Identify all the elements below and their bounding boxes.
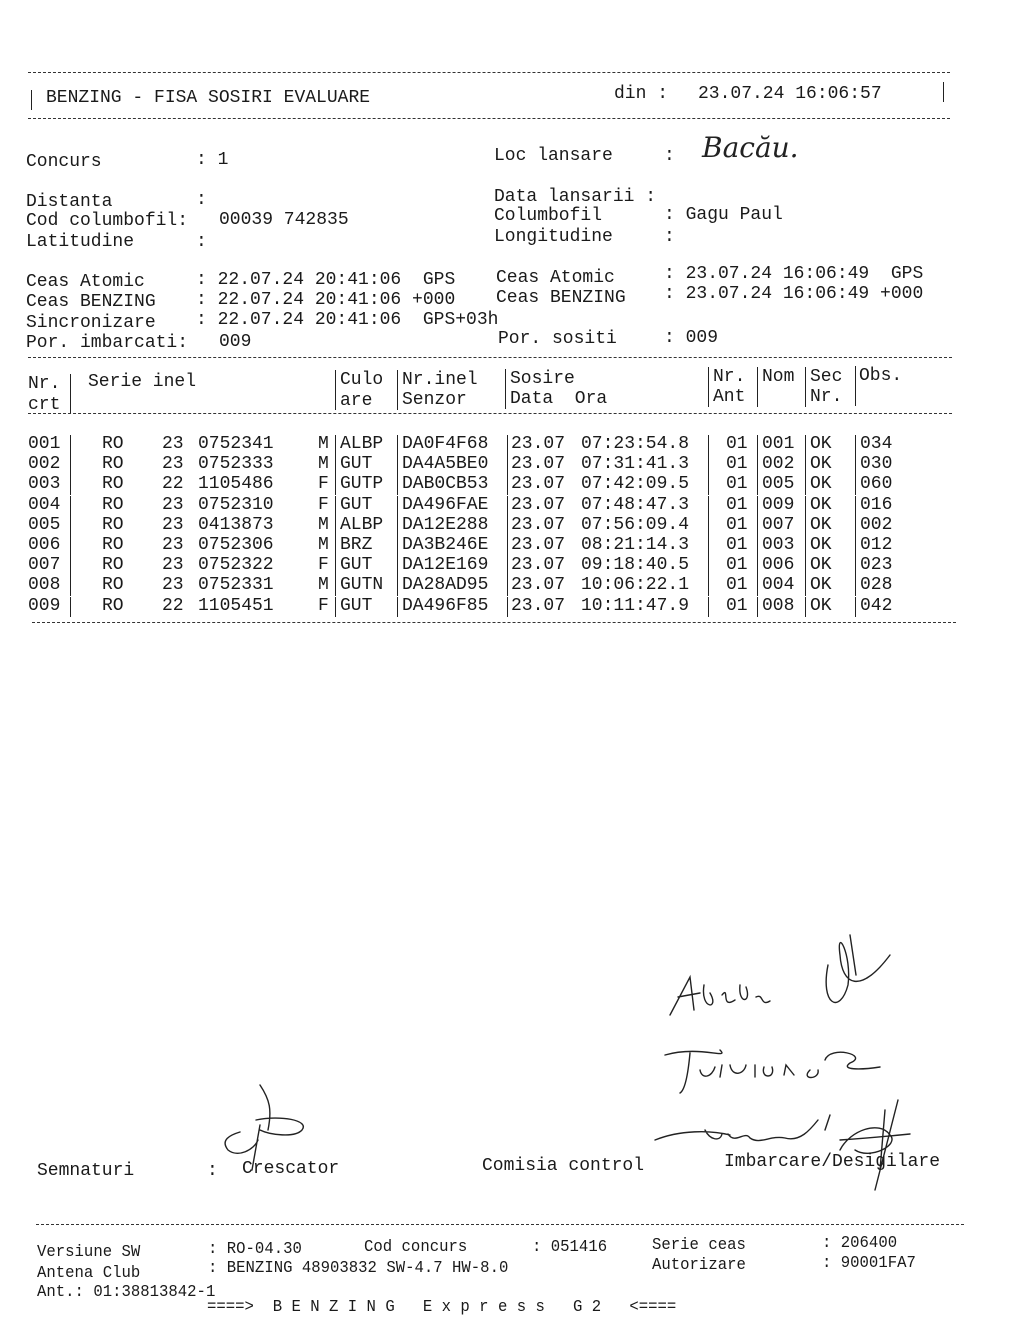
column-separator (805, 455, 806, 475)
versiune-value: : RO-04.30 (208, 1240, 302, 1259)
row-antenna: 01 (726, 454, 748, 475)
row-time: 07:42:09.5 (581, 474, 690, 495)
header-right-bar (943, 82, 944, 102)
column-separator (70, 435, 71, 455)
row-year: 23 (162, 434, 184, 454)
row-obs: 002 (860, 514, 893, 535)
signature-crescator (210, 1080, 320, 1170)
distanta-label: Distanta (26, 192, 113, 212)
row-antenna: 01 (726, 535, 748, 555)
row-sensor: DAB0CB53 (402, 474, 489, 495)
versiune-label: Versiune SW (37, 1243, 141, 1262)
row-time: 07:31:41.3 (581, 454, 690, 475)
column-separator (70, 576, 71, 596)
column-separator (805, 435, 806, 455)
row-nom: 008 (762, 595, 795, 616)
ceas-benzing-left-label: Ceas BENZING (26, 292, 156, 312)
print-datetime: 23.07.24 16:06:57 (698, 84, 882, 104)
row-nr: 009 (28, 595, 61, 616)
column-separator (335, 496, 336, 516)
row-ring-number: 0752333 (198, 454, 274, 475)
column-separator (397, 556, 398, 576)
row-nom: 006 (762, 555, 795, 576)
row-nom: 009 (762, 494, 795, 515)
column-separator (805, 576, 806, 596)
row-time: 10:06:22.1 (581, 575, 690, 596)
row-sec: OK (810, 555, 832, 576)
row-color: ALBP (340, 514, 384, 535)
ceas-benzing-left-value: : 22.07.24 20:41:06 +000 (196, 290, 456, 310)
footer-top-rule (36, 1224, 964, 1225)
row-time: 07:23:54.8 (581, 434, 690, 454)
header-left-bar (31, 90, 32, 110)
col-sec-h1: Sec (810, 367, 843, 387)
column-separator (757, 455, 758, 475)
ceas-atomic-right-value: : 23.07.24 16:06:49 GPS (664, 264, 924, 284)
row-antenna: 01 (726, 434, 748, 454)
column-separator (397, 597, 398, 617)
column-separator (335, 455, 336, 475)
row-color: ALBP (340, 434, 384, 454)
row-country: RO (102, 474, 124, 495)
row-sex: F (318, 474, 329, 495)
signature-lucescu (650, 1090, 930, 1200)
column-separator (757, 475, 758, 495)
cod-concurs-value: : 051416 (532, 1238, 608, 1257)
row-date: 23.07 (511, 434, 566, 454)
row-ring-number: 0752341 (198, 434, 274, 454)
sincronizare-value: : 22.07.24 20:41:06 GPS+03h (196, 310, 499, 330)
col-sosire-h1: Sosire (510, 369, 575, 389)
row-sensor: DA4A5BE0 (402, 454, 489, 475)
row-color: GUTP (340, 474, 384, 495)
column-separator (70, 455, 71, 475)
distanta-value: : (196, 190, 207, 210)
column-separator (757, 435, 758, 455)
row-year: 22 (162, 474, 184, 495)
row-nr: 006 (28, 535, 61, 555)
row-color: GUT (340, 494, 373, 515)
row-antenna: 01 (726, 575, 748, 596)
serie-ceas-label: Serie ceas (652, 1236, 746, 1255)
row-sex: M (318, 454, 329, 475)
ceas-benzing-right-value: : 23.07.24 16:06:49 +000 (664, 284, 924, 304)
row-sex: F (318, 494, 329, 515)
column-separator (708, 576, 709, 596)
row-ring-number: 0752331 (198, 575, 274, 596)
col-serie-h: Serie inel (88, 372, 197, 392)
row-country: RO (102, 494, 124, 515)
column-separator (757, 536, 758, 556)
column-separator (855, 576, 856, 596)
header-bottom-rule (28, 118, 950, 119)
row-ring-number: 1105451 (198, 595, 274, 616)
cod-columbofil-value: 00039 742835 (219, 210, 349, 230)
row-sec: OK (810, 514, 832, 535)
column-separator (70, 536, 71, 556)
column-separator (757, 516, 758, 536)
row-color: GUT (340, 595, 373, 616)
row-sec: OK (810, 434, 832, 454)
crescator-label: Crescator (242, 1159, 340, 1179)
comisia-control-label: Comisia control (482, 1156, 645, 1176)
row-country: RO (102, 555, 124, 576)
row-ring-number: 0752306 (198, 535, 274, 555)
table-header-rule (28, 413, 952, 414)
row-obs: 060 (860, 474, 893, 495)
column-separator (708, 475, 709, 495)
row-obs: 028 (860, 575, 893, 596)
col-obs-h: Obs. (859, 366, 903, 386)
loc-lansare-sep: : (664, 146, 675, 166)
col-nom-h: Nom (762, 367, 795, 387)
column-separator (708, 516, 709, 536)
row-country: RO (102, 535, 124, 555)
row-color: GUTN (340, 575, 384, 596)
column-separator (757, 576, 758, 596)
column-separator (70, 475, 71, 495)
column-separator (70, 516, 71, 536)
row-year: 23 (162, 514, 184, 535)
row-nom: 003 (762, 535, 795, 555)
row-obs: 042 (860, 595, 893, 616)
row-obs: 034 (860, 434, 893, 454)
row-obs: 030 (860, 454, 893, 475)
row-nr: 003 (28, 474, 61, 495)
row-obs: 016 (860, 494, 893, 515)
sositi-value: : 009 (664, 328, 719, 348)
row-ring-number: 0752322 (198, 555, 274, 576)
sincronizare-label: Sincronizare (26, 313, 156, 333)
row-color: GUT (340, 555, 373, 576)
row-year: 23 (162, 575, 184, 596)
semnaturi-sep: : (207, 1161, 218, 1181)
hdr-sep (855, 366, 856, 406)
column-separator (335, 516, 336, 536)
semnaturi-label: Semnaturi (37, 1161, 135, 1181)
row-color: GUT (340, 454, 373, 475)
column-separator (507, 576, 508, 596)
row-date: 23.07 (511, 454, 566, 475)
column-separator (70, 496, 71, 516)
ceas-atomic-right-label: Ceas Atomic (496, 268, 615, 288)
column-separator (855, 597, 856, 617)
row-nr: 002 (28, 454, 61, 475)
col-sec-h2: Nr. (810, 387, 843, 407)
row-nr: 005 (28, 514, 61, 535)
column-separator (507, 475, 508, 495)
row-nom: 002 (762, 454, 795, 475)
column-separator (708, 597, 709, 617)
row-time: 07:56:09.4 (581, 514, 690, 535)
column-separator (855, 435, 856, 455)
row-antenna: 01 (726, 474, 748, 495)
imbarcati-label: Por. imbarcati: (26, 333, 189, 353)
row-sex: M (318, 535, 329, 555)
column-separator (335, 536, 336, 556)
column-separator (397, 475, 398, 495)
column-separator (805, 556, 806, 576)
row-nom: 007 (762, 514, 795, 535)
columbofil-label: Columbofil (494, 206, 603, 226)
column-separator (805, 536, 806, 556)
hdr-sep (70, 374, 71, 414)
row-sex: M (318, 575, 329, 596)
row-time: 09:18:40.5 (581, 555, 690, 576)
document-title: BENZING - FISA SOSIRI EVALUARE (46, 88, 371, 108)
row-date: 23.07 (511, 474, 566, 495)
row-nr: 008 (28, 575, 61, 596)
imbarcati-value: 009 (219, 332, 252, 352)
ceas-atomic-left-value: : 22.07.24 20:41:06 GPS (196, 270, 456, 290)
columbofil-value: : Gagu Paul (664, 205, 783, 225)
column-separator (757, 556, 758, 576)
imbarcare-desigilare-label: Imbarcare/Desigilare (724, 1152, 941, 1172)
row-year: 23 (162, 454, 184, 475)
sositi-label: Por. sositi (498, 329, 617, 349)
column-separator (397, 536, 398, 556)
column-separator (507, 455, 508, 475)
column-separator (335, 597, 336, 617)
loc-lansare-handwritten: Bacău. (702, 131, 799, 164)
ceas-atomic-left-label: Ceas Atomic (26, 272, 145, 292)
latitudine-value: : (196, 232, 207, 252)
row-nom: 004 (762, 575, 795, 596)
row-time: 08:21:14.3 (581, 535, 690, 555)
longitudine-value: : (664, 227, 675, 247)
row-date: 23.07 (511, 575, 566, 596)
row-ring-number: 1105486 (198, 474, 274, 495)
cod-columbofil-label: Cod columbofil: (26, 211, 189, 231)
column-separator (335, 435, 336, 455)
col-senzor-h1: Nr.inel (402, 370, 478, 390)
column-separator (708, 435, 709, 455)
data-lansarii-label: Data lansarii : (494, 187, 657, 207)
row-time: 10:11:47.9 (581, 595, 690, 616)
row-sec: OK (810, 454, 832, 475)
longitudine-label: Longitudine (494, 227, 613, 247)
column-separator (708, 536, 709, 556)
column-separator (70, 556, 71, 576)
row-ring-number: 0413873 (198, 514, 274, 535)
column-separator (805, 496, 806, 516)
hdr-sep (757, 367, 758, 407)
row-nr: 004 (28, 494, 61, 515)
row-country: RO (102, 454, 124, 475)
column-separator (708, 455, 709, 475)
row-sec: OK (810, 474, 832, 495)
row-obs: 023 (860, 555, 893, 576)
antena-value: : BENZING 48903832 SW-4.7 HW-8.0 (208, 1259, 509, 1278)
column-separator (507, 556, 508, 576)
column-separator (70, 597, 71, 617)
row-ring-number: 0752310 (198, 494, 274, 515)
row-year: 23 (162, 555, 184, 576)
col-culoare-h1: Culo (340, 370, 384, 390)
row-nr: 007 (28, 555, 61, 576)
row-year: 22 (162, 595, 184, 616)
autorizare-value: : 90001FA7 (822, 1254, 916, 1273)
row-country: RO (102, 575, 124, 596)
column-separator (805, 516, 806, 536)
column-separator (335, 556, 336, 576)
col-ant-h1: Nr. (713, 367, 746, 387)
column-separator (397, 435, 398, 455)
autorizare-label: Autorizare (652, 1256, 746, 1275)
header-top-rule (28, 72, 950, 73)
column-separator (708, 496, 709, 516)
row-time: 07:48:47.3 (581, 494, 690, 515)
concurs-label: Concurs (26, 152, 102, 172)
row-sensor: DA0F4F68 (402, 434, 489, 454)
signature-tutuianu (660, 1035, 890, 1095)
ceas-benzing-right-label: Ceas BENZING (496, 288, 626, 308)
row-sex: M (318, 434, 329, 454)
cod-concurs-label: Cod concurs (364, 1238, 468, 1257)
row-date: 23.07 (511, 555, 566, 576)
row-date: 23.07 (511, 494, 566, 515)
col-nr-h2: crt (28, 395, 61, 415)
antena-label: Antena Club (37, 1264, 141, 1283)
row-year: 23 (162, 494, 184, 515)
serie-ceas-value: : 206400 (822, 1234, 898, 1253)
row-sex: F (318, 555, 329, 576)
column-separator (507, 516, 508, 536)
row-sensor: DA496F85 (402, 595, 489, 616)
row-sec: OK (810, 494, 832, 515)
row-sex: F (318, 595, 329, 616)
column-separator (757, 597, 758, 617)
column-separator (335, 475, 336, 495)
column-separator (335, 576, 336, 596)
column-separator (855, 536, 856, 556)
row-sensor: DA12E169 (402, 555, 489, 576)
row-nom: 005 (762, 474, 795, 495)
column-separator (507, 435, 508, 455)
benzing-express-brand: ====> B E N Z I N G E x p r e s s G 2 <==== (207, 1298, 677, 1317)
row-date: 23.07 (511, 595, 566, 616)
din-label: din : (614, 84, 669, 104)
row-sex: M (318, 514, 329, 535)
hdr-sep (708, 367, 709, 407)
column-separator (805, 475, 806, 495)
column-separator (397, 516, 398, 536)
column-separator (757, 496, 758, 516)
column-separator (805, 597, 806, 617)
row-year: 23 (162, 535, 184, 555)
column-separator (708, 556, 709, 576)
antena-id-line: Ant.: 01:38813842-1 (37, 1283, 216, 1302)
row-sec: OK (810, 575, 832, 596)
row-nom: 001 (762, 434, 795, 454)
col-senzor-h2: Senzor (402, 390, 467, 410)
hdr-sep (397, 370, 398, 410)
row-sensor: DA12E288 (402, 514, 489, 535)
row-nr: 001 (28, 434, 61, 454)
column-separator (507, 597, 508, 617)
column-separator (855, 516, 856, 536)
column-separator (397, 496, 398, 516)
row-sec: OK (810, 535, 832, 555)
row-antenna: 01 (726, 514, 748, 535)
row-country: RO (102, 595, 124, 616)
row-country: RO (102, 514, 124, 535)
column-separator (507, 496, 508, 516)
row-sensor: DA28AD95 (402, 575, 489, 596)
latitudine-label: Latitudine (26, 232, 135, 252)
column-separator (855, 496, 856, 516)
column-separator (855, 455, 856, 475)
column-separator (855, 556, 856, 576)
row-sensor: DA496FAE (402, 494, 489, 515)
row-date: 23.07 (511, 514, 566, 535)
col-sosire-h2: Data Ora (510, 389, 608, 409)
col-nr-h1: Nr. (28, 374, 61, 394)
col-ant-h2: Ant (713, 387, 746, 407)
hdr-sep (335, 370, 336, 410)
loc-lansare-label: Loc lansare (494, 146, 613, 166)
signature-abalasei (660, 915, 900, 1025)
column-separator (397, 455, 398, 475)
row-sensor: DA3B246E (402, 535, 489, 555)
column-separator (397, 576, 398, 596)
row-color: BRZ (340, 535, 373, 555)
col-culoare-h2: are (340, 391, 373, 411)
row-date: 23.07 (511, 535, 566, 555)
row-antenna: 01 (726, 555, 748, 576)
row-antenna: 01 (726, 595, 748, 616)
row-country: RO (102, 434, 124, 454)
column-separator (855, 475, 856, 495)
concurs-value: : 1 (196, 150, 229, 170)
table-bottom-rule (32, 622, 956, 623)
hdr-sep (805, 367, 806, 407)
table-top-rule (28, 357, 952, 358)
row-antenna: 01 (726, 494, 748, 515)
column-separator (507, 536, 508, 556)
row-sec: OK (810, 595, 832, 616)
row-obs: 012 (860, 535, 893, 555)
hdr-sep (505, 369, 506, 409)
